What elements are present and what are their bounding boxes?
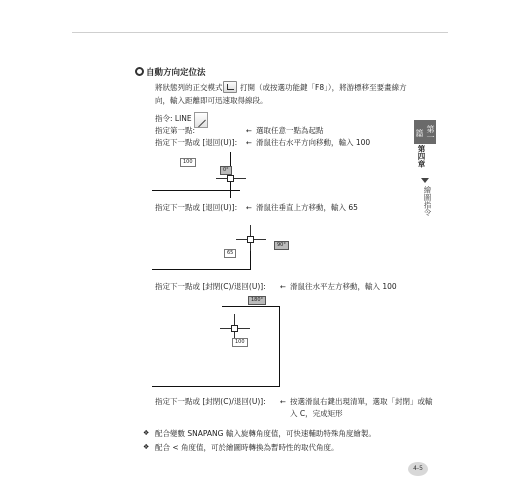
ortho-mode-icon: [223, 81, 237, 93]
figure-3: [152, 294, 282, 392]
figure-2: [152, 215, 300, 277]
intro-line2: 向，輸入距離即可迅速取得線段。: [155, 96, 268, 105]
arrow-icon: ←: [246, 127, 252, 135]
next2-note: 滑鼠往垂直上方移動，輸入 65: [256, 203, 358, 212]
arrow-icon: ←: [280, 283, 286, 291]
side-tab-topic: 繪圖指令: [423, 186, 432, 216]
next1-note: 滑鼠往右水平方向移動，輸入 100: [256, 138, 371, 147]
drawn-line: [279, 306, 280, 387]
note-diamond-icon: ❖: [143, 443, 150, 451]
input-tooltip: 100: [232, 338, 248, 347]
first-point-prompt: 指定第一點:: [155, 126, 196, 135]
drawn-line: [152, 386, 280, 387]
line-command-icon: [194, 112, 208, 128]
next2-prompt: 指定下一點或 [退回(U)]:: [155, 203, 238, 212]
note-2: 配合 < 角度值，可於繪圖時轉換為暫時性的取代角度。: [155, 443, 339, 452]
drawn-line: [222, 306, 280, 307]
drawn-line: [152, 269, 250, 270]
pickbox: [247, 236, 254, 243]
chevron-down-icon: [421, 178, 429, 183]
input-tooltip: 100: [180, 158, 196, 167]
arrow-icon: ←: [246, 204, 252, 212]
note-diamond-icon: ❖: [143, 429, 150, 437]
section-heading: 自動方向定位法: [146, 68, 206, 78]
first-point-note: 選取任意一點為起點: [256, 126, 324, 135]
command-line: 指令: LINE: [155, 114, 192, 123]
next3-note: 滑鼠往水平左方移動，輸入 100: [290, 282, 397, 291]
angle-tooltip: 180°: [248, 296, 266, 305]
arrow-icon: ←: [280, 398, 286, 406]
intro-line1-a: 將狀態列的正交模式: [155, 83, 223, 92]
header-rule: [72, 32, 448, 33]
side-tab-chapter-label: 第四章: [417, 145, 426, 168]
pickbox: [231, 325, 238, 332]
next1-prompt: 指定下一點或 [退回(U)]:: [155, 138, 238, 147]
arrow-icon: ←: [246, 139, 252, 147]
pickbox: [227, 175, 234, 182]
heading-bullet-icon: [135, 67, 144, 76]
next4-note-1: 按選滑鼠右鍵出現清單，選取「封閉」或輸: [290, 397, 433, 406]
page-number: 4-5: [408, 462, 428, 476]
drawn-line: [152, 190, 240, 191]
figure-1: [152, 150, 272, 198]
note-1: 配合變數 SNAPANG 輸入旋轉角度值，可快速輔助特殊角度繪製。: [155, 429, 376, 438]
side-tab-part: [414, 120, 436, 144]
angle-tooltip: 90°: [274, 241, 289, 250]
next4-prompt: 指定下一點或 [封閉(C)/退回(U)]:: [155, 397, 266, 406]
intro-line1-b: 打開（或按選功能鍵「F8」），將游標移至要畫線方: [240, 83, 407, 92]
side-tab-part-label: 第一篇: [415, 125, 435, 141]
next4-note-2: 入 C，完成矩形: [290, 409, 343, 418]
angle-tooltip: 0°: [220, 166, 232, 175]
input-tooltip: 65: [224, 249, 236, 258]
next3-prompt: 指定下一點或 [封閉(C)/退回(U)]:: [155, 282, 266, 291]
